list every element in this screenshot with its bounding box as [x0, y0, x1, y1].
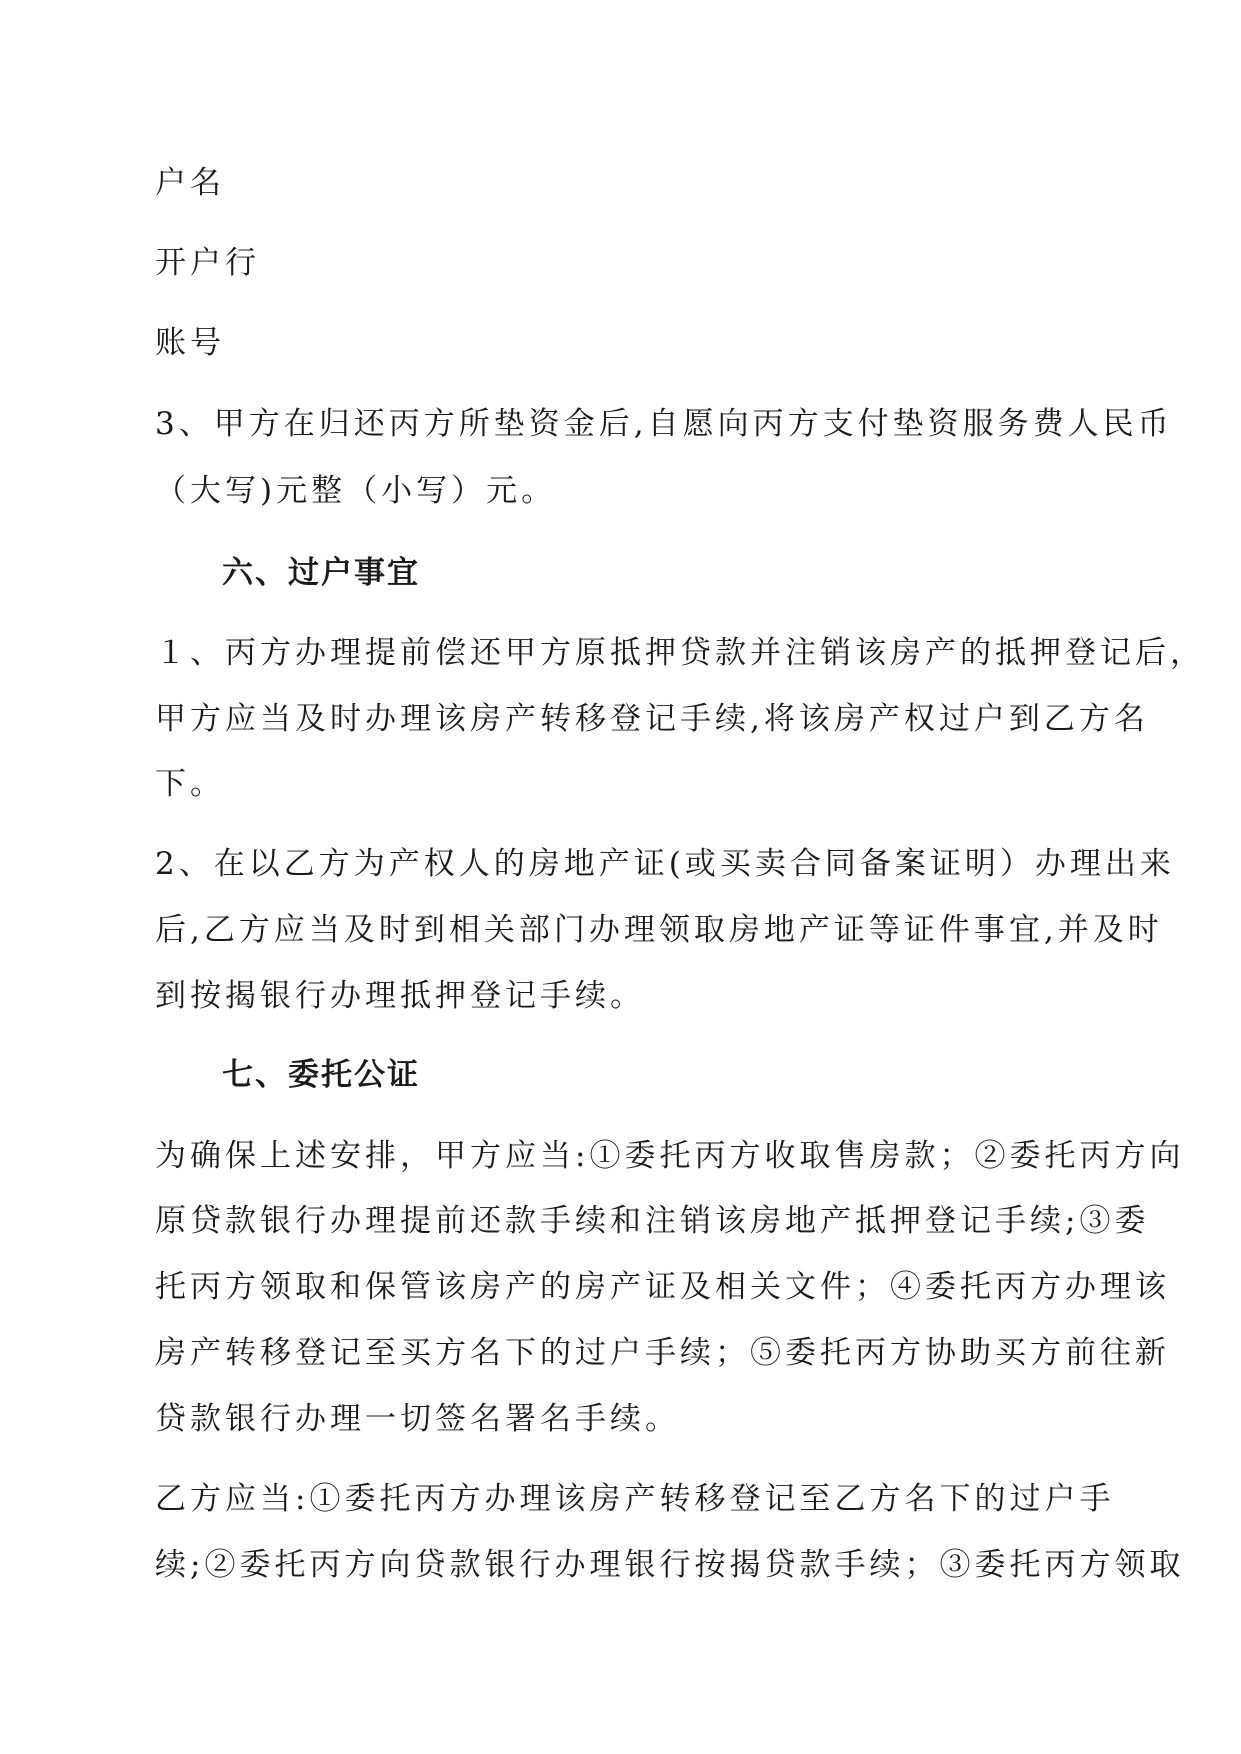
party-a-duty-line-1: 为确保上述安排，甲方应当:①委托丙方收取售房款；②委托丙方向: [155, 1138, 1185, 1174]
account-bank-label: 开户行: [155, 245, 260, 281]
section-heading-transfer: 六、过户事宜: [222, 555, 420, 591]
transfer-item2-line-1: 2、在以乙方为产权人的房地产证(或买卖合同备案证明）办理出来: [155, 846, 1175, 882]
account-number-label: 账号: [155, 325, 225, 361]
section-heading-notarization: 七、委托公证: [222, 1057, 420, 1093]
party-a-duty-line-4: 房产转移登记至买方名下的过户手续；⑤委托丙方协助买方前往新: [155, 1335, 1170, 1371]
service-fee-line-2: （大写)元整（小写）元。: [155, 473, 557, 509]
party-b-duty-line-2: 续;②委托丙方向贷款银行办理银行按揭贷款手续；③委托丙方领取: [155, 1547, 1185, 1583]
party-a-duty-line-2: 原贷款银行办理提前还款手续和注销该房地产抵押登记手续;③委: [155, 1203, 1150, 1239]
account-name-label: 户名: [155, 165, 225, 201]
party-b-duty-line-1: 乙方应当:①委托丙方办理该房产转移登记至乙方名下的过户手: [155, 1481, 1115, 1517]
service-fee-line-1: 3、甲方在归还丙方所垫资金后,自愿向丙方支付垫资服务费人民币: [155, 406, 1173, 442]
transfer-item2-line-2: 后,乙方应当及时到相关部门办理领取房地产证等证件事宜,并及时: [155, 912, 1163, 948]
transfer-item1-line-3: 下。: [155, 766, 225, 802]
transfer-item2-line-3: 到按揭银行办理抵押登记手续。: [155, 978, 645, 1014]
transfer-item1-line-1: １、丙方办理提前偿还甲方原抵押贷款并注销该房产的抵押登记后，: [155, 635, 1205, 671]
party-a-duty-line-3: 托丙方领取和保管该房产的房产证及相关文件；④委托丙方办理该: [155, 1269, 1170, 1305]
transfer-item1-line-2: 甲方应当及时办理该房产转移登记手续,将该房产权过户到乙方名: [155, 701, 1149, 737]
party-a-duty-line-5: 贷款银行办理一切签名署名手续。: [155, 1401, 680, 1437]
